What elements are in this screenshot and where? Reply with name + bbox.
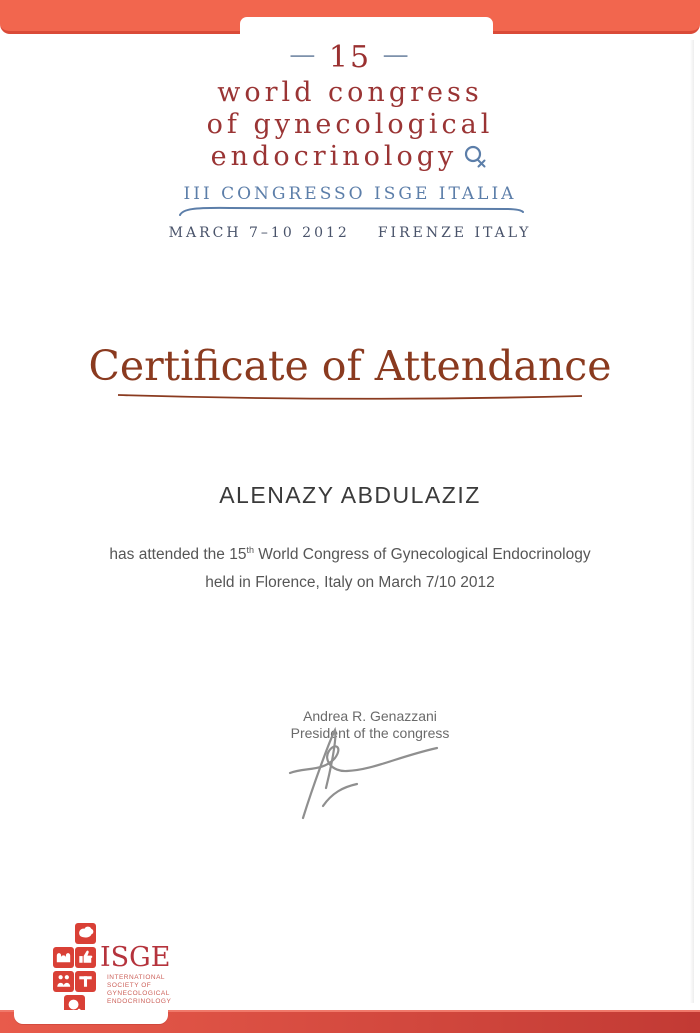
isge-acronym: ISGE	[100, 942, 171, 973]
letter-t-icon	[75, 971, 96, 992]
people-icon	[53, 971, 74, 992]
congress-title-line3: endocrinology	[210, 141, 458, 172]
isge-name-line1: INTERNATIONAL	[107, 974, 166, 981]
edition-line	[0, 40, 700, 75]
congress-title-line3-row	[0, 141, 700, 179]
congress-title-line1: world congress	[217, 77, 483, 108]
uterus-icon	[53, 947, 74, 968]
signatory-title: President of the congress	[290, 725, 450, 741]
congress-header	[0, 40, 700, 241]
bottom-left-tab	[14, 1010, 168, 1024]
signatory-name: Andrea R. Genazzani	[303, 708, 437, 724]
edition-number: 15	[328, 40, 372, 75]
handwritten-signature	[285, 726, 455, 821]
isge-logo	[50, 920, 210, 1020]
title-underline	[115, 392, 585, 402]
congress-title-line2: of gynecological	[206, 109, 494, 140]
congress-title	[0, 77, 700, 179]
left-dash-icon: —	[289, 40, 318, 70]
thumbs-up-icon	[75, 947, 96, 968]
isge-name-line2: SOCIETY OF	[107, 982, 152, 989]
congress-date: MARCH 7–10 2012	[168, 225, 350, 241]
isge-full-name	[107, 974, 171, 1006]
recipient-name: ALENAZY ABDULAZIZ	[219, 482, 481, 508]
attendance-statement	[0, 536, 700, 597]
certificate-title-block	[0, 342, 700, 402]
certificate-title: Certificate of Attendance	[88, 342, 612, 390]
attendance-line1-prefix: has attended the 15	[109, 546, 247, 564]
brain-icon	[75, 923, 96, 944]
top-center-tab	[240, 17, 493, 34]
isge-name-line3: GYNECOLOGICAL	[107, 990, 170, 997]
isge-name-line4: ENDOCRINOLOGY	[107, 998, 172, 1005]
top-red-band	[0, 0, 700, 34]
blue-underline-swoosh	[175, 205, 525, 217]
bottom-red-band	[0, 1010, 700, 1033]
congress-location: FIRENZE ITALY	[377, 225, 532, 241]
right-dash-icon: —	[382, 40, 411, 70]
female-symbol-icon	[463, 145, 489, 179]
ordinal-suffix: th	[246, 545, 254, 555]
page-edge-shadow	[690, 40, 694, 1003]
attendance-line2: held in Florence, Italy on March 7/10 2012	[205, 574, 495, 592]
date-location-line	[0, 225, 700, 241]
attendance-line1-suffix: World Congress of Gynecological Endocrinology	[253, 546, 591, 564]
congress-subtitle: III CONGRESSO ISGE ITALIA	[183, 184, 517, 204]
attendance-line1	[0, 536, 700, 569]
